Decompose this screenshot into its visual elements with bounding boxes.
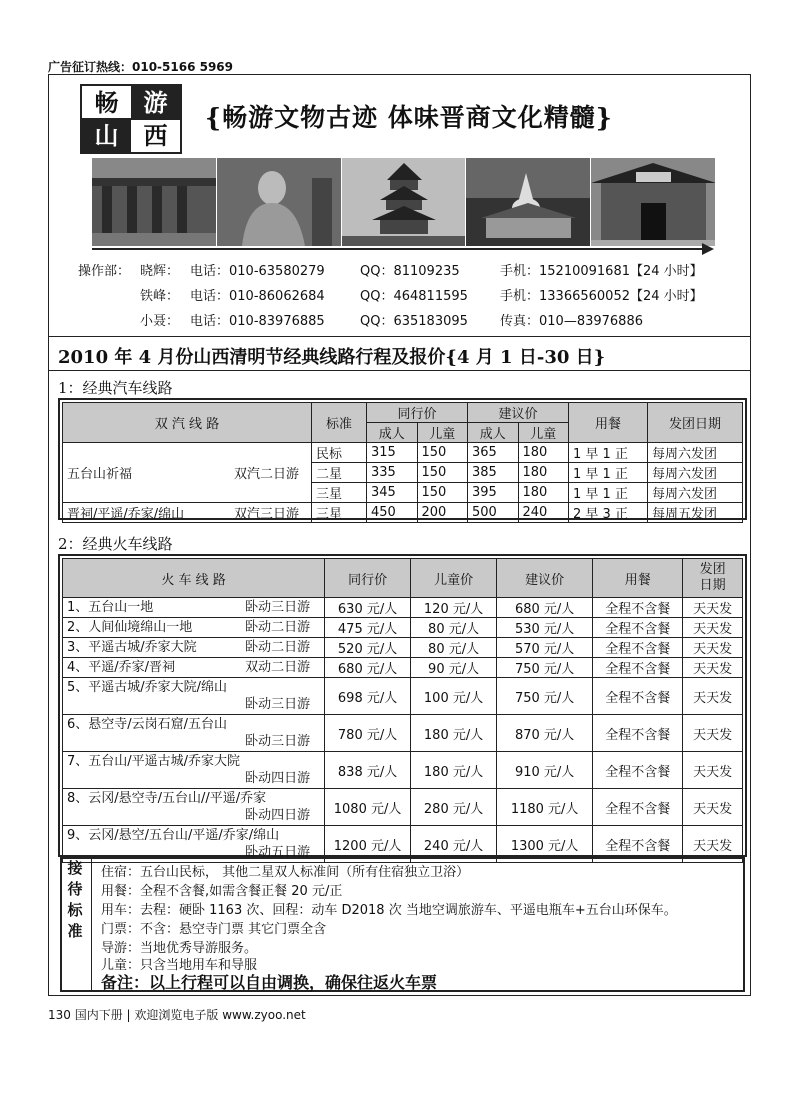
meal-cell: 全程不含餐 bbox=[593, 715, 683, 752]
col-child-price: 儿童价 bbox=[411, 559, 497, 598]
note-children: 儿童：只含当地用车和导服 bbox=[101, 958, 258, 973]
photo-temple-gate bbox=[591, 158, 716, 246]
note-lodging: 住宿：五台山民标， 其他二星双人标准间（所有住宿独立卫浴） bbox=[101, 865, 470, 880]
remark: 备注：以上行程可以自由调换，确保往返火车票 bbox=[101, 973, 438, 992]
meal-cell: 全程不含餐 bbox=[593, 658, 683, 678]
child-price-cell: 80 元/人 bbox=[411, 638, 497, 658]
depart-cell: 天天发 bbox=[683, 598, 743, 618]
route-name: 2、人间仙境绵山一地 bbox=[67, 620, 193, 635]
depart-cell: 天天发 bbox=[683, 618, 743, 638]
child-price-cell: 180 元/人 bbox=[411, 715, 497, 752]
contact-name: 小聂： bbox=[140, 314, 180, 329]
route-duration: 卧动四日游 bbox=[245, 808, 311, 823]
meal-cell: 全程不含餐 bbox=[593, 752, 683, 789]
route-name: 晋祠/平遥/乔家/绵山 bbox=[67, 507, 185, 522]
standard-cell: 二星 bbox=[312, 463, 367, 483]
contact-mobile: 手机：13366560052【24 小时】 bbox=[500, 289, 703, 304]
route-cell bbox=[63, 789, 325, 826]
photo-arrow-line bbox=[92, 248, 704, 250]
col-suggest-price: 建议价 bbox=[497, 559, 593, 598]
standard-cell: 民标 bbox=[312, 443, 367, 463]
route-duration: 双汽二日游 bbox=[233, 467, 299, 482]
price-cell: 315 bbox=[367, 443, 418, 463]
photo-arrow-head bbox=[702, 243, 714, 255]
price-cell: 240 bbox=[518, 503, 569, 523]
child-price-cell: 180 元/人 bbox=[411, 752, 497, 789]
route-cell bbox=[63, 715, 325, 752]
depart-cell: 每周六发团 bbox=[648, 443, 743, 463]
logo-char: 山 bbox=[82, 119, 131, 152]
standard-cell: 三星 bbox=[312, 503, 367, 523]
contact-fax: 传真：010—83976886 bbox=[500, 314, 643, 329]
route-duration: 卧动二日游 bbox=[245, 620, 311, 635]
route-cell bbox=[63, 678, 325, 715]
suggest-price-cell: 680 元/人 bbox=[497, 598, 593, 618]
price-cell: 500 bbox=[468, 503, 519, 523]
note-tickets: 门票：不含：悬空寺门票 其它门票全含 bbox=[101, 922, 327, 937]
table-row bbox=[63, 715, 743, 752]
suggest-price-cell: 530 元/人 bbox=[497, 618, 593, 638]
depart-cell: 天天发 bbox=[683, 658, 743, 678]
col-depart-line2: 日期 bbox=[699, 578, 726, 593]
table-row bbox=[63, 678, 743, 715]
peer-price-cell: 838 元/人 bbox=[325, 752, 411, 789]
route-duration: 卧动三日游 bbox=[245, 600, 311, 615]
col-route: 双 汽 线 路 bbox=[63, 403, 312, 443]
route-cell bbox=[63, 503, 312, 523]
page-title: 2010 年 4 月份山西清明节经典线路行程及报价{4 月 1 日-30 日} bbox=[58, 347, 606, 368]
col-meal: 用餐 bbox=[569, 403, 648, 443]
contact-mobile: 手机：15210091681【24 小时】 bbox=[500, 264, 703, 279]
price-cell: 200 bbox=[417, 503, 468, 523]
price-cell: 150 bbox=[417, 483, 468, 503]
slogan: {畅游文物古迹 体味晋商文化精髓} bbox=[205, 103, 613, 132]
price-cell: 385 bbox=[468, 463, 519, 483]
depart-cell: 每周六发团 bbox=[648, 463, 743, 483]
contact-qq: QQ：464811595 bbox=[360, 289, 468, 304]
col-depart bbox=[683, 559, 743, 598]
price-cell: 150 bbox=[417, 463, 468, 483]
col-peer-price: 同行价 bbox=[325, 559, 411, 598]
route-name: 9、云冈/悬空/五台山/平遥/乔家/绵山 bbox=[67, 828, 280, 843]
peer-price-cell: 1200 元/人 bbox=[325, 826, 411, 863]
contact-dept: 操作部： bbox=[78, 264, 131, 279]
route-duration: 卧动五日游 bbox=[245, 845, 311, 860]
page-footer: 130 国内下册 | 欢迎浏览电子版 www.zyoo.net bbox=[48, 1008, 306, 1022]
child-price-cell: 100 元/人 bbox=[411, 678, 497, 715]
suggest-price-cell: 750 元/人 bbox=[497, 678, 593, 715]
table-row bbox=[63, 443, 743, 463]
col-suggest-price: 建议价 bbox=[468, 403, 569, 423]
meal-cell: 全程不含餐 bbox=[593, 826, 683, 863]
notes-label-char: 准 bbox=[67, 922, 83, 940]
meal-cell: 2 早 3 正 bbox=[569, 503, 648, 523]
table-row bbox=[63, 638, 743, 658]
table-row bbox=[63, 618, 743, 638]
child-price-cell: 240 元/人 bbox=[411, 826, 497, 863]
suggest-price-cell: 870 元/人 bbox=[497, 715, 593, 752]
route-duration: 卧动三日游 bbox=[245, 697, 311, 712]
notes-divider bbox=[91, 857, 92, 992]
col-peer-price: 同行价 bbox=[367, 403, 468, 423]
price-cell: 335 bbox=[367, 463, 418, 483]
col-depart-line1: 发团 bbox=[699, 562, 726, 577]
col-meal: 用餐 bbox=[593, 559, 683, 598]
depart-cell: 每周六发团 bbox=[648, 483, 743, 503]
note-meal: 用餐：全程不含餐,如需含餐正餐 20 元/正 bbox=[101, 884, 343, 899]
contact-name: 晓辉： bbox=[140, 264, 180, 279]
meal-cell: 全程不含餐 bbox=[593, 618, 683, 638]
note-transport: 用车：去程：硬卧 1163 次、回程：动车 D2018 次 当地空调旅游车、平遥电瓶车+五台山环保车。 bbox=[101, 903, 677, 918]
logo-char: 西 bbox=[131, 119, 180, 152]
divider bbox=[48, 336, 751, 337]
depart-cell: 天天发 bbox=[683, 715, 743, 752]
peer-price-cell: 780 元/人 bbox=[325, 715, 411, 752]
contact-name: 铁峰： bbox=[140, 289, 180, 304]
ad-hotline: 广告征订热线：010-5166 5969 bbox=[48, 60, 234, 74]
route-cell bbox=[63, 658, 325, 678]
logo-char: 游 bbox=[131, 86, 180, 119]
route-name: 3、平遥古城/乔家大院 bbox=[67, 640, 197, 655]
price-cell: 450 bbox=[367, 503, 418, 523]
meal-cell: 全程不含餐 bbox=[593, 678, 683, 715]
notes-label-char: 接 bbox=[67, 859, 83, 877]
route-duration: 卧动三日游 bbox=[245, 734, 311, 749]
route-duration: 双动二日游 bbox=[245, 660, 311, 675]
depart-cell: 天天发 bbox=[683, 678, 743, 715]
col-route: 火 车 线 路 bbox=[63, 559, 325, 598]
section-heading-bus: 1：经典汽车线路 bbox=[58, 379, 173, 397]
peer-price-cell: 680 元/人 bbox=[325, 658, 411, 678]
standard-cell: 三星 bbox=[312, 483, 367, 503]
route-cell bbox=[63, 618, 325, 638]
meal-cell: 全程不含餐 bbox=[593, 638, 683, 658]
price-cell: 150 bbox=[417, 443, 468, 463]
route-cell bbox=[63, 443, 312, 503]
photo-buddha-statue bbox=[217, 158, 342, 246]
depart-cell: 每周五发团 bbox=[648, 503, 743, 523]
route-name: 4、平遥/乔家/晋祠 bbox=[67, 660, 176, 675]
child-price-cell: 280 元/人 bbox=[411, 789, 497, 826]
col-sug-child: 儿童 bbox=[518, 423, 569, 443]
route-cell bbox=[63, 752, 325, 789]
price-cell: 365 bbox=[468, 443, 519, 463]
price-cell: 180 bbox=[518, 483, 569, 503]
depart-cell: 天天发 bbox=[683, 638, 743, 658]
route-cell bbox=[63, 598, 325, 618]
notes-label bbox=[62, 858, 88, 942]
notes-label-char: 待 bbox=[67, 880, 83, 898]
contact-qq: QQ：81109235 bbox=[360, 264, 460, 279]
section-heading-train: 2：经典火车线路 bbox=[58, 535, 173, 553]
suggest-price-cell: 570 元/人 bbox=[497, 638, 593, 658]
train-route-table bbox=[62, 558, 743, 863]
suggest-price-cell: 1300 元/人 bbox=[497, 826, 593, 863]
table-row bbox=[63, 598, 743, 618]
depart-cell: 天天发 bbox=[683, 752, 743, 789]
contact-phone: 电话：010-63580279 bbox=[190, 264, 325, 279]
meal-cell: 1 早 1 正 bbox=[569, 463, 648, 483]
peer-price-cell: 520 元/人 bbox=[325, 638, 411, 658]
child-price-cell: 80 元/人 bbox=[411, 618, 497, 638]
peer-price-cell: 475 元/人 bbox=[325, 618, 411, 638]
col-peer-adult: 成人 bbox=[367, 423, 418, 443]
meal-cell: 全程不含餐 bbox=[593, 789, 683, 826]
logo-char: 畅 bbox=[82, 86, 131, 119]
depart-cell: 天天发 bbox=[683, 826, 743, 863]
price-cell: 180 bbox=[518, 463, 569, 483]
meal-cell: 全程不含餐 bbox=[593, 598, 683, 618]
route-name: 6、悬空寺/云岗石窟/五台山 bbox=[67, 717, 228, 732]
logo bbox=[80, 84, 182, 154]
photo-wooden-pagoda bbox=[342, 158, 467, 246]
contact-qq: QQ：635183095 bbox=[360, 314, 468, 329]
col-standard: 标准 bbox=[312, 403, 367, 443]
route-name: 8、云冈/悬空寺/五台山//平遥/乔家 bbox=[67, 791, 267, 806]
price-cell: 180 bbox=[518, 443, 569, 463]
table-row bbox=[63, 752, 743, 789]
route-duration: 卧动四日游 bbox=[245, 771, 311, 786]
notes-label-char: 标 bbox=[67, 901, 83, 919]
table-row bbox=[63, 658, 743, 678]
table-row bbox=[63, 503, 743, 523]
suggest-price-cell: 910 元/人 bbox=[497, 752, 593, 789]
route-name: 五台山祈福 bbox=[67, 467, 133, 482]
peer-price-cell: 698 元/人 bbox=[325, 678, 411, 715]
photo-strip bbox=[92, 158, 716, 246]
note-guide: 导游：当地优秀导游服务。 bbox=[101, 941, 258, 956]
divider bbox=[48, 370, 751, 371]
route-duration: 双汽三日游 bbox=[233, 507, 299, 522]
route-cell bbox=[63, 638, 325, 658]
route-duration: 卧动二日游 bbox=[245, 640, 311, 655]
suggest-price-cell: 1180 元/人 bbox=[497, 789, 593, 826]
suggest-price-cell: 750 元/人 bbox=[497, 658, 593, 678]
price-cell: 395 bbox=[468, 483, 519, 503]
route-name: 1、五台山一地 bbox=[67, 600, 154, 615]
route-name: 7、五台山/平遥古城/乔家大院 bbox=[67, 754, 241, 769]
meal-cell: 1 早 1 正 bbox=[569, 443, 648, 463]
contact-phone: 电话：010-83976885 bbox=[190, 314, 325, 329]
child-price-cell: 120 元/人 bbox=[411, 598, 497, 618]
depart-cell: 天天发 bbox=[683, 789, 743, 826]
route-name: 5、平遥古城/乔家大院/绵山 bbox=[67, 680, 228, 695]
contact-phone: 电话：010-86062684 bbox=[190, 289, 325, 304]
child-price-cell: 90 元/人 bbox=[411, 658, 497, 678]
photo-white-stupa bbox=[466, 158, 591, 246]
bus-route-table bbox=[62, 402, 743, 523]
photo-pagoda-pillars bbox=[92, 158, 217, 246]
meal-cell: 1 早 1 正 bbox=[569, 483, 648, 503]
col-depart: 发团日期 bbox=[648, 403, 743, 443]
peer-price-cell: 630 元/人 bbox=[325, 598, 411, 618]
col-peer-child: 儿童 bbox=[417, 423, 468, 443]
table-row bbox=[63, 789, 743, 826]
price-cell: 345 bbox=[367, 483, 418, 503]
peer-price-cell: 1080 元/人 bbox=[325, 789, 411, 826]
col-sug-adult: 成人 bbox=[468, 423, 519, 443]
